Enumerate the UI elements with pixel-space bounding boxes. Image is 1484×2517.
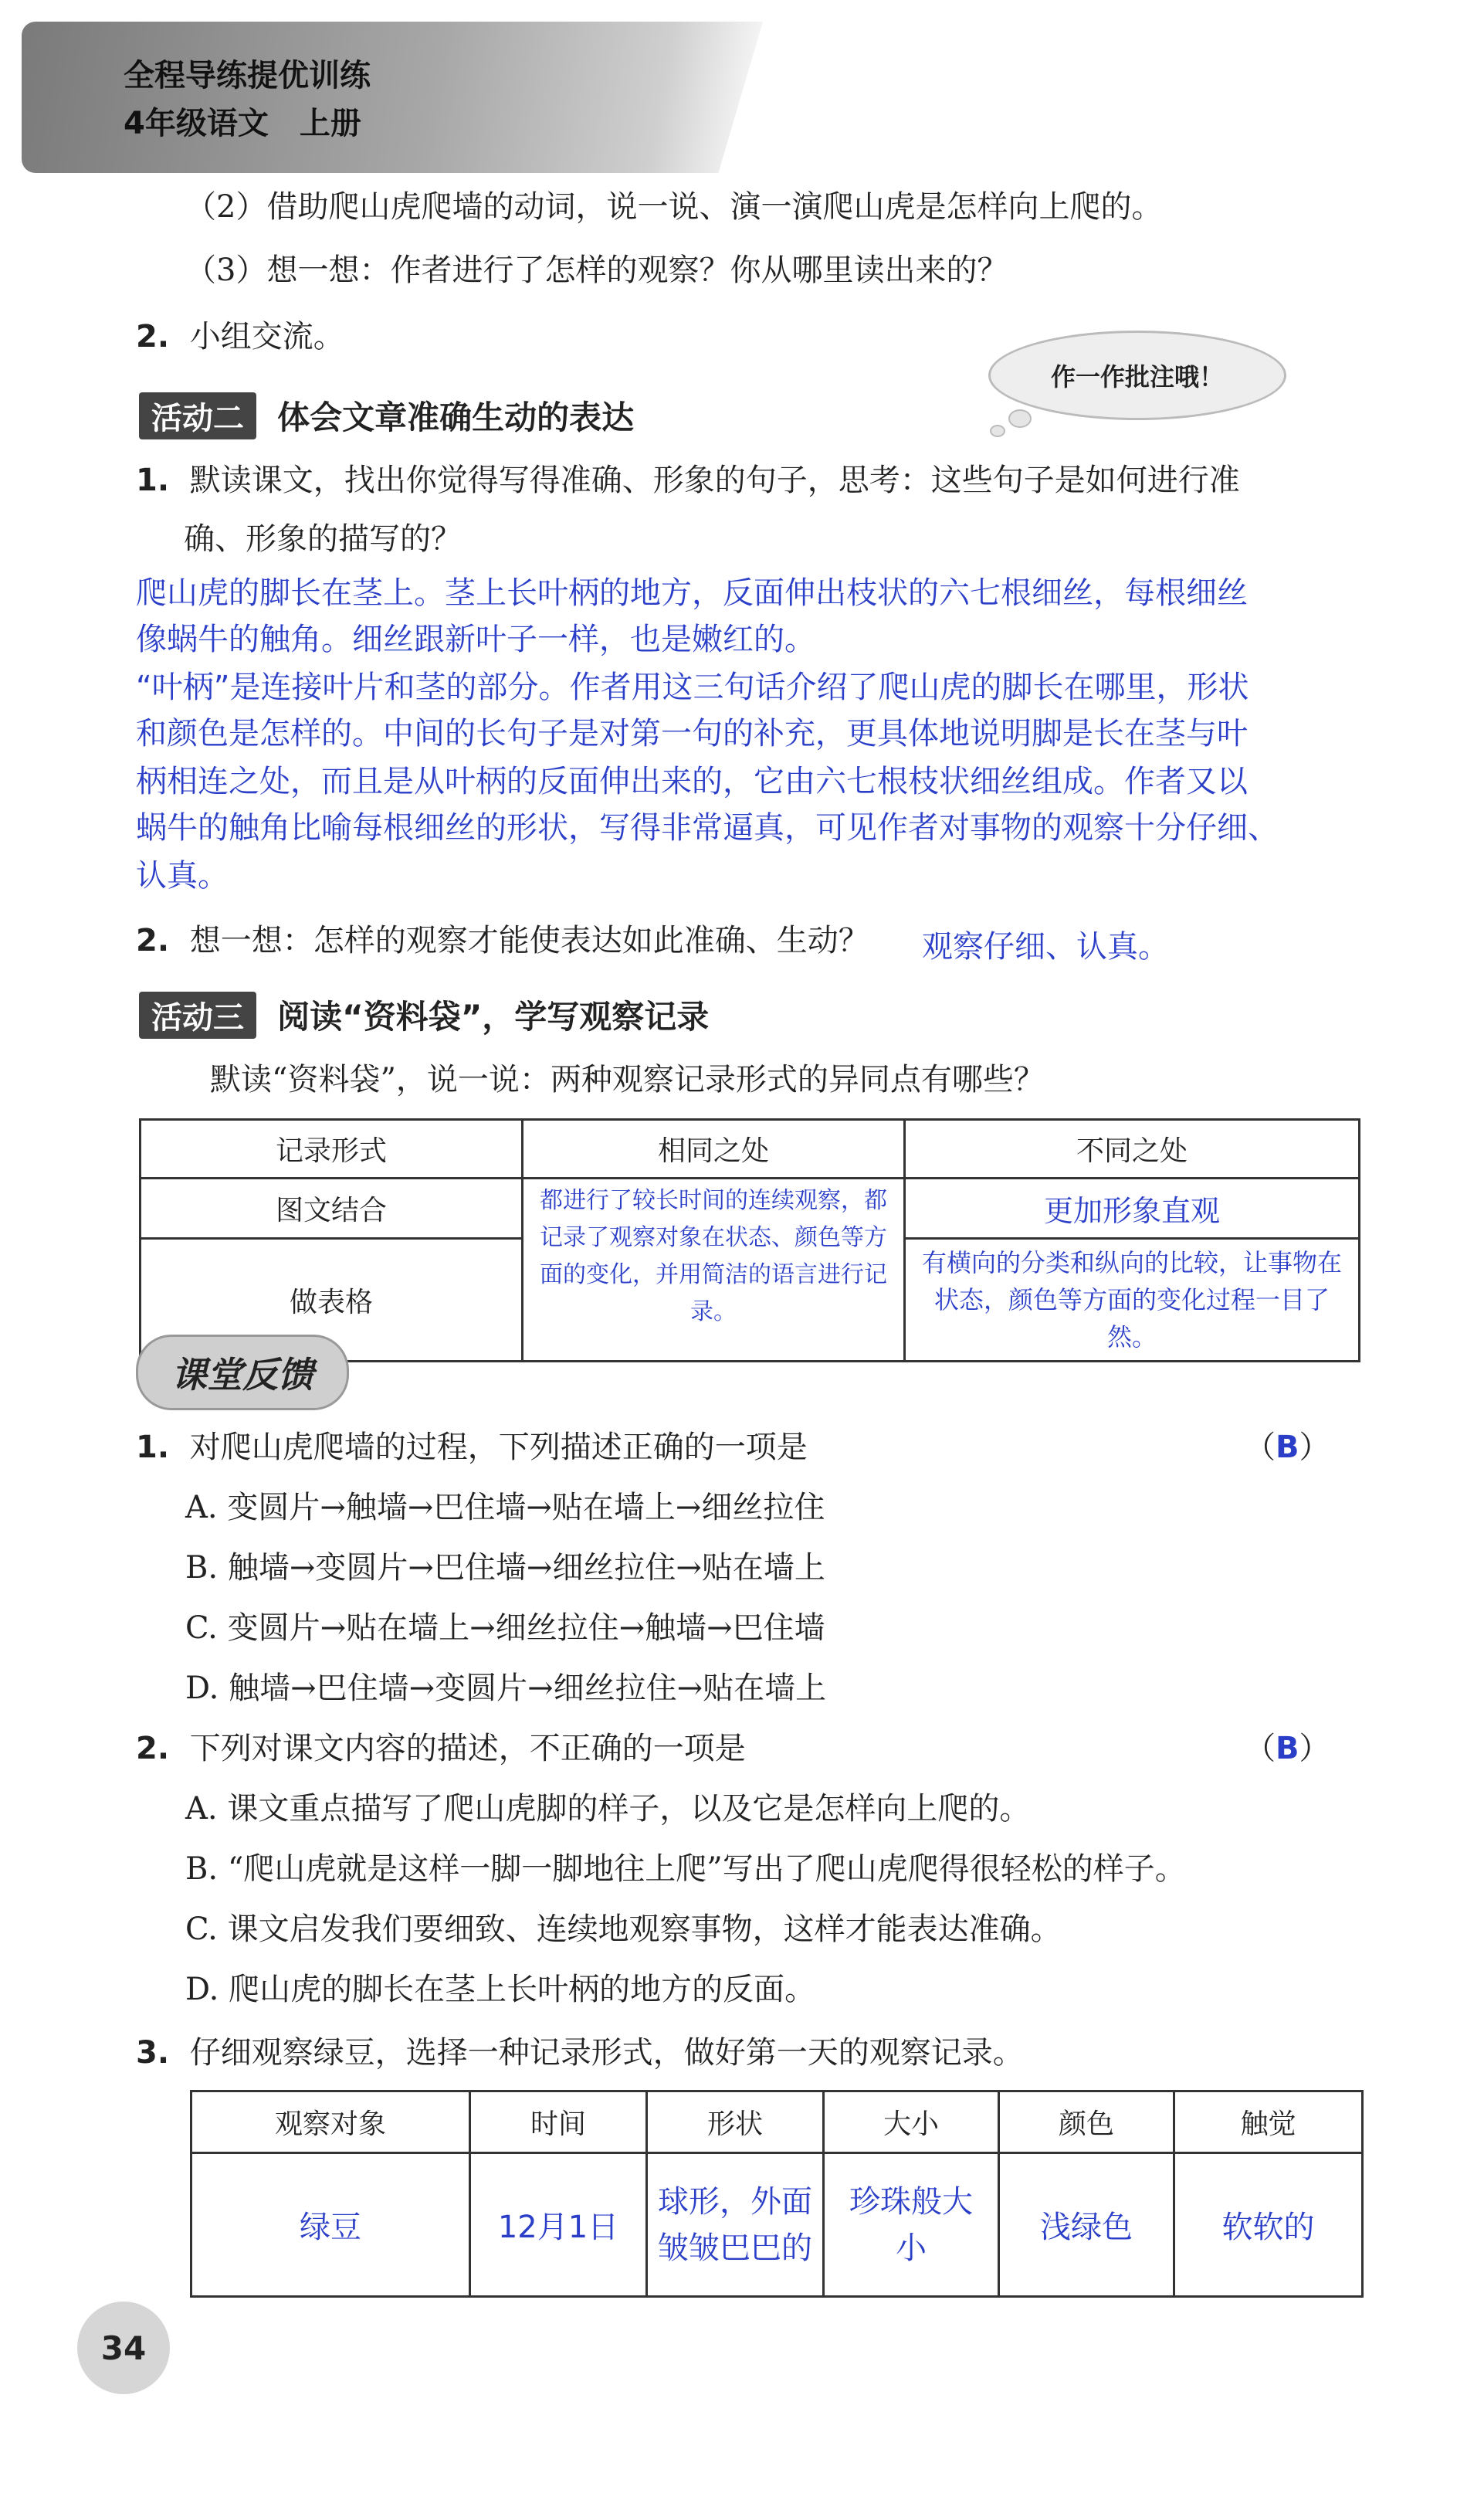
feedback-badge: 课堂反馈: [136, 1335, 349, 1410]
table-header: 观察对象: [191, 2091, 470, 2153]
option: C. 变圆片→贴在墙上→细丝拉住→触墙→巴住墙: [185, 1610, 825, 1646]
paren-close: ）: [1299, 1430, 1330, 1465]
activity2-q1-line2: 确、形象的描写的？: [184, 521, 462, 557]
feedback-q1-stem: 对爬山虎爬墙的过程，下列描述正确的一项是: [189, 1430, 808, 1465]
activity2-heading: [139, 392, 634, 439]
table-header: 相同之处: [523, 1120, 905, 1179]
record-form-label: 做表格: [141, 1239, 523, 1362]
paren-open: （: [1245, 1731, 1276, 1766]
answer-line: 爬山虎的脚长在茎上。茎上长叶柄的地方，反面伸出枝状的六七根细丝，每根细丝: [136, 575, 1248, 611]
obs-answer: 浅绿色: [999, 2153, 1174, 2297]
table-header: 记录形式: [141, 1120, 523, 1179]
feedback-q2-number: 2.: [136, 1731, 170, 1766]
same-answer: 都进行了较长时间的连续观察，都记录了观察对象在状态、颜色等方面的变化，并用简洁的语言进行记录。: [523, 1179, 905, 1362]
activity2-title: 体会文章准确生动的表达: [277, 399, 635, 436]
answer-line: 像蜗牛的触角。细丝跟新叶子一样，也是嫩红的。: [136, 622, 815, 657]
answer-line: 蜗牛的触角比喻每根细丝的形状，写得非常逼真，可见作者对事物的观察十分仔细、: [136, 810, 1279, 846]
option: B. “爬山虎就是这样一脚一脚地往上爬”写出了爬山虎爬得很轻松的样子。: [185, 1851, 1186, 1887]
option: A. 变圆片→触墙→巴住墙→贴在墙上→细丝拉住: [185, 1490, 825, 1525]
observation-record-table: [190, 2090, 1364, 2298]
activity1-q3: （3）想一想：作者进行了怎样的观察？你从哪里读出来的？: [185, 253, 1008, 288]
step2-text: 小组交流。: [189, 319, 344, 354]
step2: [136, 312, 344, 356]
feedback-q1-number: 1.: [136, 1430, 170, 1465]
feedback-q2-bracket: [1245, 1724, 1330, 1768]
page-number: 34: [77, 2302, 170, 2394]
activity2-tag: 活动二: [139, 392, 256, 439]
obs-answer: 软软的: [1174, 2153, 1363, 2297]
answer-line: 和颜色是怎样的。中间的长句子是对第一句的补充，更具体地说明脚是长在茎与叶: [136, 716, 1248, 751]
diff-answer-1: 更加形象直观: [905, 1179, 1360, 1239]
activity3-prompt: 默读“资料袋”，说一说：两种观察记录形式的异同点有哪些？: [210, 1062, 1045, 1097]
activity2-q2-text: 想一想：怎样的观察才能使表达如此准确、生动？: [189, 923, 869, 958]
activity2-q1-number: 1.: [136, 463, 170, 498]
answer-line: “叶柄”是连接叶片和茎的部分。作者用这三句话介绍了爬山虎的脚长在哪里，形状: [136, 670, 1249, 705]
header-band: [22, 22, 763, 173]
record-form-table: [139, 1118, 1360, 1362]
activity2-q1-text: 默读课文，找出你觉得写得准确、形象的句子，思考：这些句子是如何进行准: [189, 463, 1240, 498]
paren-close: ）: [1299, 1731, 1330, 1766]
diff-answer-2: 有横向的分类和纵向的比较，让事物在状态，颜色等方面的变化过程一目了然。: [905, 1239, 1360, 1362]
activity3-title: 阅读“资料袋”，学写观察记录: [277, 998, 710, 1036]
table-header: 颜色: [999, 2091, 1174, 2153]
activity2-q1-line1: [136, 456, 1240, 500]
activity1-q2: （2）借助爬山虎爬墙的动词，说一说、演一演爬山虎是怎样向上爬的。: [185, 189, 1163, 225]
feedback-q1: [136, 1423, 808, 1467]
table-header: 形状: [647, 2091, 824, 2153]
activity3-heading: [139, 992, 709, 1039]
activity2-q2-answer: 观察仔细、认真。: [922, 929, 1169, 965]
obs-answer: 珍珠般大小: [824, 2153, 999, 2297]
step2-number: 2.: [136, 319, 170, 354]
feedback-q2-answer: B: [1276, 1731, 1299, 1766]
table-header: 大小: [824, 2091, 999, 2153]
feedback-q1-answer: B: [1276, 1430, 1299, 1465]
table-header: 时间: [470, 2091, 647, 2153]
feedback-q2-stem: 下列对课文内容的描述，不正确的一项是: [189, 1731, 746, 1766]
paren-open: （: [1245, 1430, 1276, 1465]
answer-line: 认真。: [136, 858, 229, 894]
option: D. 爬山虎的脚长在茎上长叶柄的地方的反面。: [185, 1972, 816, 2007]
option: C. 课文启发我们要细致、连续地观察事物，这样才能表达准确。: [185, 1911, 1062, 1947]
grade-title: 4年级语文 上册: [124, 106, 361, 141]
option: D. 触墙→巴住墙→变圆片→细丝拉住→贴在墙上: [185, 1671, 827, 1706]
series-title: 全程导练提优训练: [124, 58, 371, 93]
note-bubble: 作一作批注哦！: [988, 331, 1286, 420]
activity3-tag: 活动三: [139, 992, 256, 1039]
feedback-q3-stem: 仔细观察绿豆，选择一种记录形式，做好第一天的观察记录。: [189, 2035, 1024, 2071]
obs-answer: 绿豆: [191, 2153, 470, 2297]
bubble-tail-dot: [1008, 409, 1032, 428]
option: A. 课文重点描写了爬山虎脚的样子，以及它是怎样向上爬的。: [185, 1791, 1031, 1827]
bubble-tail-dot: [990, 425, 1005, 437]
answer-line: 柄相连之处，而且是从叶柄的反面伸出来的，它由六七根枝状细丝组成。作者又以: [136, 764, 1248, 799]
table-header: 不同之处: [905, 1120, 1360, 1179]
activity2-q2-number: 2.: [136, 923, 170, 958]
feedback-q1-bracket: [1245, 1423, 1330, 1467]
activity2-q2: [136, 916, 869, 960]
obs-answer: 球形，外面皱皱巴巴的: [647, 2153, 824, 2297]
record-form-label: 图文结合: [141, 1179, 523, 1239]
feedback-q3: [136, 2028, 1024, 2072]
obs-answer: 12月1日: [470, 2153, 647, 2297]
feedback-q2: [136, 1724, 746, 1768]
feedback-q3-number: 3.: [136, 2035, 170, 2071]
table-header: 触觉: [1174, 2091, 1363, 2153]
option: B. 触墙→变圆片→巴住墙→细丝拉住→贴在墙上: [185, 1550, 825, 1586]
